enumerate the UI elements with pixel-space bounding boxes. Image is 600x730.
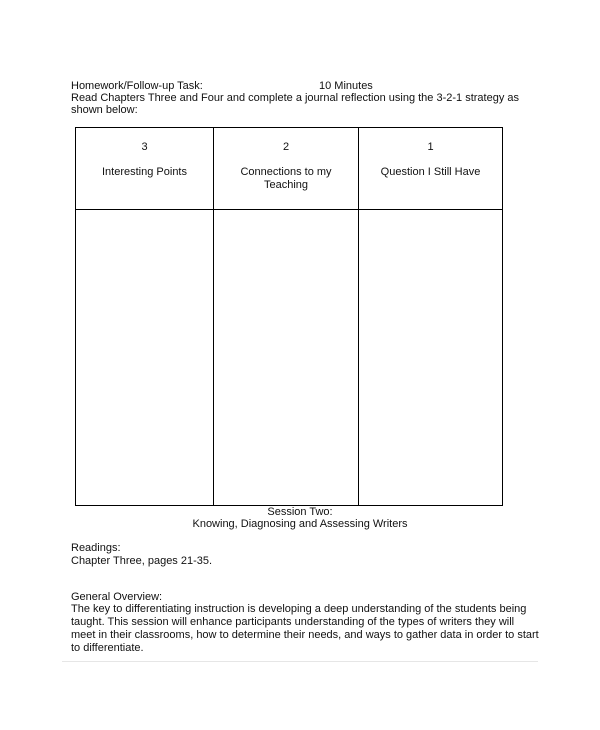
readings-heading: Readings: [71,542,121,554]
table-header-cell [214,128,359,210]
column-heading: Interesting Points [102,166,187,178]
table-response-cell [76,210,214,506]
column-number: 2 [282,141,290,153]
table-response-cell [214,210,359,506]
table-header-cell [76,128,214,210]
table-body-row [76,210,503,506]
homework-task-duration: 10 Minutes [319,80,373,92]
column-heading: Connections to my Teaching [240,166,332,191]
overview-line: to differentiate. [71,642,144,654]
three-two-one-table [75,127,503,506]
table-response-cell [359,210,503,506]
table-header-cell [359,128,503,210]
homework-task-label: Homework/Follow-up Task: [71,80,203,92]
overview-line: taught. This session will enhance participants understanding of the types of writers they will [71,616,515,628]
column-number: 3 [141,141,148,153]
readings-item: Chapter Three, pages 21-35. [71,555,213,567]
table-header-row [76,128,503,210]
homework-instructions-line-1: Read Chapters Three and Four and complete a journal reflection using the 3-2-1 strategy as [71,92,519,104]
column-heading: Question I Still Have [380,166,481,178]
overview-line: meet in their classrooms, how to determine their needs, and ways to gather data in order to start [71,629,539,641]
general-overview-text [71,603,541,655]
session-subtitle: Knowing, Diagnosing and Assessing Writers [192,518,408,530]
homework-instructions-line-2: shown below: [71,104,138,116]
session-title: Session Two: [267,506,333,518]
column-number: 1 [427,141,434,153]
page-divider [62,661,538,662]
general-overview-heading: General Overview: [71,591,163,603]
overview-line: The key to differentiating instruction is developing a deep understanding of the students being [71,603,527,615]
